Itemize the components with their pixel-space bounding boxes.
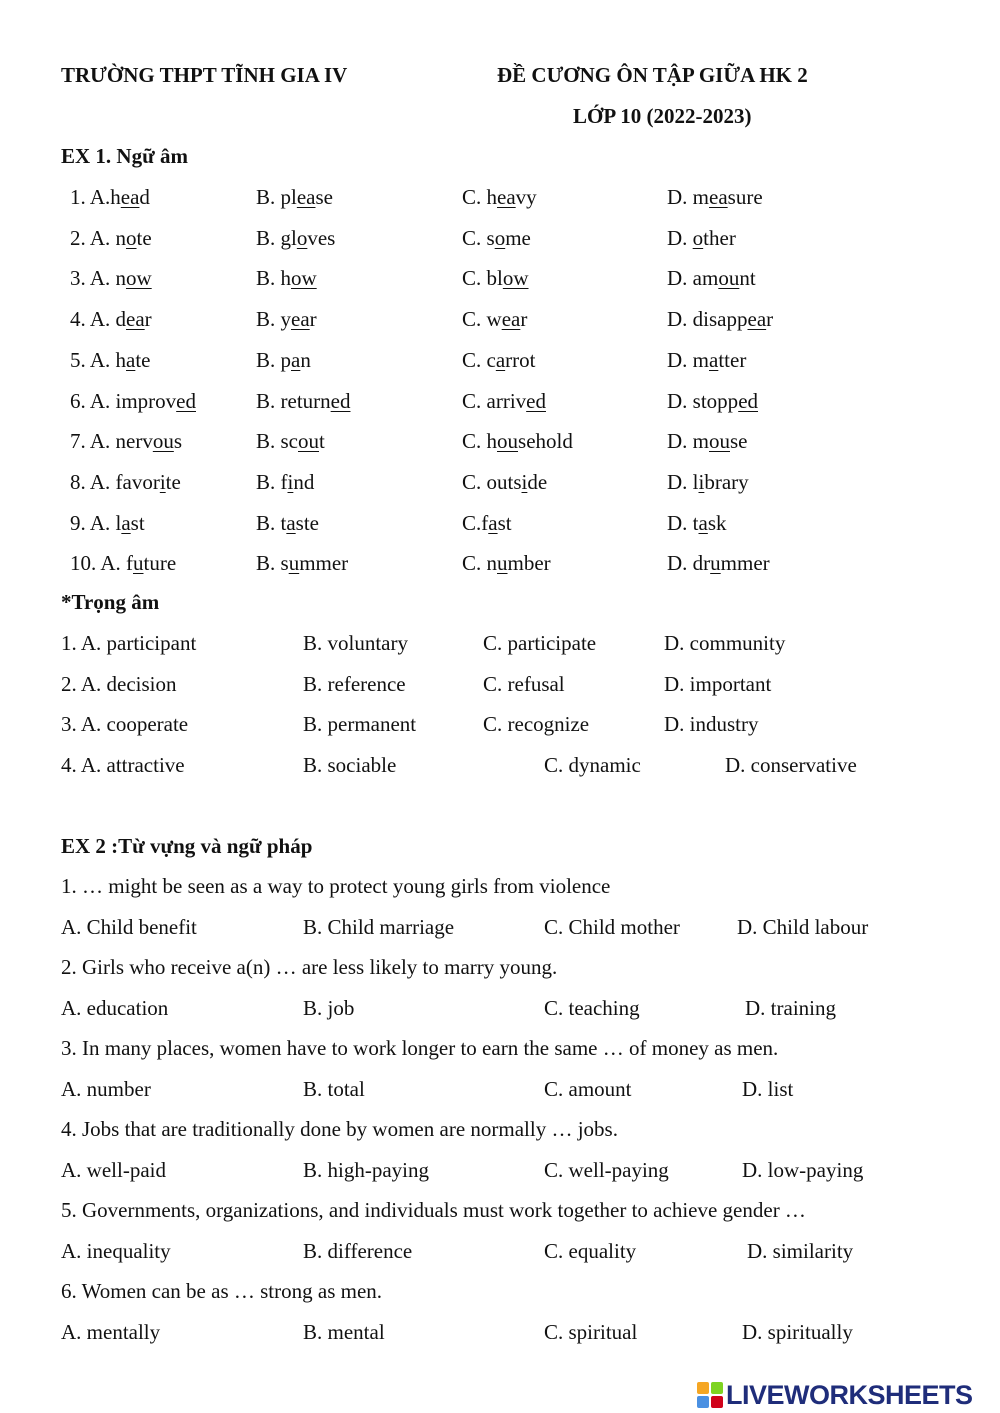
option-text: te bbox=[135, 348, 151, 372]
underlined-sound: ea bbox=[120, 185, 140, 209]
answer-option: B. mental bbox=[303, 1320, 385, 1344]
pronunciation-option bbox=[667, 268, 756, 289]
underlined-sound: a bbox=[286, 511, 296, 535]
liveworksheets-logo-text: LIVEWORKSHEETS bbox=[726, 1379, 973, 1410]
option-text: 9. A. l bbox=[70, 511, 122, 535]
pronunciation-option bbox=[256, 472, 314, 493]
option-text: B. h bbox=[256, 266, 292, 290]
pronunciation-option bbox=[667, 431, 748, 452]
option-text: D. t bbox=[667, 511, 699, 535]
answer-option: B. total bbox=[303, 1077, 365, 1101]
option-text: se bbox=[730, 429, 748, 453]
option-text: r bbox=[520, 307, 528, 331]
answer-option: A. mentally bbox=[61, 1320, 161, 1344]
stress-option: D. important bbox=[664, 672, 772, 696]
underlined-sound: ea bbox=[296, 185, 316, 209]
class-year: LỚP 10 (2022-2023) bbox=[573, 104, 752, 128]
answer-option: C. teaching bbox=[544, 996, 640, 1020]
answer-option: C. well-paying bbox=[544, 1158, 669, 1182]
underlined-sound: i bbox=[287, 470, 294, 494]
underlined-sound: a bbox=[709, 348, 719, 372]
school-name: TRƯỜNG THPT TĨNH GIA IV bbox=[61, 63, 348, 87]
answer-option: D. Child labour bbox=[737, 915, 869, 939]
option-text: brary bbox=[704, 470, 749, 494]
stress-option: B. permanent bbox=[303, 712, 417, 736]
pronunciation-option bbox=[462, 472, 547, 493]
logo-square bbox=[711, 1382, 723, 1394]
pronunciation-option bbox=[70, 350, 151, 371]
underlined-sound: u bbox=[133, 551, 144, 575]
underlined-sound: ea bbox=[709, 185, 728, 209]
option-text: mmer bbox=[720, 551, 770, 575]
pronunciation-option bbox=[462, 268, 529, 289]
option-text: r bbox=[309, 307, 317, 331]
underlined-sound: ou bbox=[497, 429, 519, 453]
pronunciation-option bbox=[462, 350, 535, 371]
answer-option: B. Child marriage bbox=[303, 915, 455, 939]
question-text: 3. In many places, women have to work longer to earn the same … of money as men. bbox=[61, 1036, 779, 1060]
stress-option: B. sociable bbox=[303, 753, 397, 777]
stress-option: B. reference bbox=[303, 672, 406, 696]
question-text: 2. Girls who receive a(n) … are less likely to marry young. bbox=[61, 955, 558, 979]
option-text: D. am bbox=[667, 266, 719, 290]
underlined-sound: a bbox=[126, 348, 136, 372]
option-text: se bbox=[315, 185, 333, 209]
ex2-title: EX 2 :Từ vựng và ngữ pháp bbox=[61, 834, 313, 858]
stress-option: C. recognize bbox=[483, 712, 590, 736]
pronunciation-option bbox=[256, 350, 311, 371]
option-text: 5. A. h bbox=[70, 348, 127, 372]
pronunciation-option bbox=[256, 309, 317, 330]
stress-option: 3. A. cooperate bbox=[61, 712, 189, 736]
option-text: d bbox=[139, 185, 150, 209]
option-text: nd bbox=[293, 470, 315, 494]
pronunciation-option bbox=[70, 391, 196, 412]
answer-option: A. inequality bbox=[61, 1239, 171, 1263]
pronunciation-option bbox=[70, 431, 182, 452]
option-text: sehold bbox=[518, 429, 573, 453]
option-text: B. sc bbox=[256, 429, 298, 453]
underlined-sound: ou bbox=[718, 266, 740, 290]
option-text: D. m bbox=[667, 348, 709, 372]
option-text: st bbox=[497, 511, 512, 535]
answer-option: D. spiritually bbox=[742, 1320, 853, 1344]
answer-option: C. spiritual bbox=[544, 1320, 638, 1344]
pronunciation-option bbox=[462, 228, 531, 249]
answer-option: D. list bbox=[742, 1077, 794, 1101]
option-text: sk bbox=[707, 511, 727, 535]
logo-square bbox=[711, 1396, 723, 1408]
stress-option: 4. A. attractive bbox=[61, 753, 185, 777]
pronunciation-option bbox=[70, 472, 181, 493]
option-text: C. c bbox=[462, 348, 496, 372]
option-text: B. pl bbox=[256, 185, 297, 209]
underlined-sound: ed bbox=[330, 389, 351, 413]
option-text: B. t bbox=[256, 511, 287, 535]
liveworksheets-watermark bbox=[697, 1380, 973, 1410]
underlined-sound: u bbox=[288, 551, 300, 575]
pronunciation-option bbox=[256, 553, 348, 574]
option-text: C. s bbox=[462, 226, 495, 250]
option-text: st bbox=[130, 511, 145, 535]
pronunciation-option bbox=[462, 391, 546, 412]
underlined-sound: a bbox=[495, 348, 506, 372]
liveworksheets-logo-icon bbox=[697, 1382, 723, 1408]
option-text: B. f bbox=[256, 470, 288, 494]
option-text: C. h bbox=[462, 429, 498, 453]
option-text: C. w bbox=[462, 307, 502, 331]
logo-square bbox=[697, 1396, 709, 1408]
option-text: C. n bbox=[462, 551, 498, 575]
pronunciation-option bbox=[256, 431, 325, 452]
logo-square bbox=[697, 1382, 709, 1394]
option-text: B. return bbox=[256, 389, 331, 413]
option-text: B. y bbox=[256, 307, 292, 331]
pronunciation-option bbox=[70, 513, 145, 534]
answer-option: A. education bbox=[61, 996, 169, 1020]
option-text: ste bbox=[295, 511, 319, 535]
option-text: mmer bbox=[299, 551, 349, 575]
option-text: D. stopp bbox=[667, 389, 739, 413]
option-text: D. bbox=[667, 226, 693, 250]
underlined-sound: u bbox=[710, 551, 721, 575]
option-text: B. s bbox=[256, 551, 289, 575]
option-text: C. arriv bbox=[462, 389, 527, 413]
answer-option: A. well-paid bbox=[61, 1158, 166, 1182]
underlined-sound: ou bbox=[152, 429, 174, 453]
pronunciation-option bbox=[256, 391, 350, 412]
underlined-sound: ed bbox=[176, 389, 196, 413]
question-text: 1. … might be seen as a way to protect young girls from violence bbox=[61, 874, 611, 898]
underlined-sound: ow bbox=[291, 266, 317, 290]
underlined-sound: o bbox=[296, 226, 308, 250]
underlined-sound: ed bbox=[738, 389, 759, 413]
answer-option: C. amount bbox=[544, 1077, 632, 1101]
stress-option: C. participate bbox=[483, 631, 597, 655]
pronunciation-option bbox=[70, 268, 152, 289]
stress-title: *Trọng âm bbox=[61, 590, 160, 614]
answer-option: A. number bbox=[61, 1077, 151, 1101]
pronunciation-option bbox=[667, 472, 749, 493]
stress-option: D. conservative bbox=[725, 753, 857, 777]
pronunciation-option bbox=[256, 513, 319, 534]
pronunciation-option bbox=[462, 553, 551, 574]
underlined-sound: i bbox=[521, 470, 528, 494]
option-text: D. dr bbox=[667, 551, 711, 575]
option-text: n bbox=[300, 348, 311, 372]
option-text: t bbox=[319, 429, 325, 453]
underlined-sound: ow bbox=[502, 266, 529, 290]
option-text: D. disapp bbox=[667, 307, 748, 331]
option-text: 3. A. n bbox=[70, 266, 127, 290]
pronunciation-option bbox=[667, 391, 758, 412]
option-text: 6. A. improv bbox=[70, 389, 177, 413]
underlined-sound: a bbox=[698, 511, 708, 535]
pronunciation-option bbox=[256, 187, 333, 208]
underlined-sound: ea bbox=[126, 307, 145, 331]
pronunciation-option bbox=[70, 309, 152, 330]
option-text: D. m bbox=[667, 185, 709, 209]
option-text: 2. A. n bbox=[70, 226, 127, 250]
stress-option: D. community bbox=[664, 631, 786, 655]
pronunciation-option bbox=[70, 553, 176, 574]
option-text: r bbox=[766, 307, 774, 331]
option-text: 1. A.h bbox=[70, 185, 121, 209]
option-text: mber bbox=[507, 551, 551, 575]
ex1-title: EX 1. Ngữ âm bbox=[61, 144, 188, 168]
answer-option: B. high-paying bbox=[303, 1158, 429, 1182]
option-text: D. l bbox=[667, 470, 699, 494]
answer-option: D. training bbox=[745, 996, 836, 1020]
question-text: 5. Governments, organizations, and individuals must work together to achieve gender … bbox=[61, 1198, 806, 1222]
answer-option: C. Child mother bbox=[544, 915, 680, 939]
pronunciation-option bbox=[667, 228, 736, 249]
option-text: tter bbox=[718, 348, 747, 372]
underlined-sound: ea bbox=[497, 185, 516, 209]
option-text: vy bbox=[515, 185, 537, 209]
answer-option: D. low-paying bbox=[742, 1158, 864, 1182]
option-text: ves bbox=[307, 226, 336, 250]
stress-option: D. industry bbox=[664, 712, 759, 736]
option-text: s bbox=[173, 429, 183, 453]
underlined-sound: u bbox=[497, 551, 508, 575]
pronunciation-option bbox=[462, 513, 512, 534]
stress-option: C. refusal bbox=[483, 672, 565, 696]
option-text: r bbox=[144, 307, 152, 331]
question-text: 4. Jobs that are traditionally done by women are normally … jobs. bbox=[61, 1117, 618, 1141]
option-text: C. h bbox=[462, 185, 498, 209]
pronunciation-option bbox=[462, 187, 537, 208]
pronunciation-option bbox=[256, 228, 335, 249]
option-text: 8. A. favor bbox=[70, 470, 160, 494]
underlined-sound: a bbox=[121, 511, 131, 535]
underlined-sound: ou bbox=[709, 429, 730, 453]
underlined-sound: o bbox=[126, 226, 137, 250]
answer-option: D. similarity bbox=[747, 1239, 854, 1263]
option-text: 10. A. f bbox=[70, 551, 133, 575]
underlined-sound: ed bbox=[526, 389, 546, 413]
option-text: C.f bbox=[462, 511, 489, 535]
answer-option: A. Child benefit bbox=[61, 915, 197, 939]
stress-option: B. voluntary bbox=[303, 631, 408, 655]
option-text: de bbox=[527, 470, 548, 494]
pronunciation-option bbox=[667, 309, 773, 330]
underlined-sound: o bbox=[494, 226, 506, 250]
answer-option: B. job bbox=[303, 996, 355, 1020]
underlined-sound: ou bbox=[298, 429, 319, 453]
underlined-sound: i bbox=[698, 470, 705, 494]
option-text: B. p bbox=[256, 348, 292, 372]
option-text: rrot bbox=[505, 348, 536, 372]
pronunciation-option bbox=[462, 309, 527, 330]
underlined-sound: ea bbox=[291, 307, 310, 331]
stress-option: 1. A. participant bbox=[61, 631, 197, 655]
question-text: 6. Women can be as … strong as men. bbox=[61, 1279, 383, 1303]
underlined-sound: ea bbox=[747, 307, 767, 331]
option-text: 7. A. nerv bbox=[70, 429, 153, 453]
document-title: ĐỀ CƯƠNG ÔN TẬP GIỮA HK 2 bbox=[497, 63, 808, 87]
option-text: sure bbox=[727, 185, 763, 209]
pronunciation-option bbox=[70, 228, 152, 249]
pronunciation-option bbox=[667, 350, 746, 371]
option-text: C. bl bbox=[462, 266, 503, 290]
option-text: te bbox=[165, 470, 181, 494]
pronunciation-option bbox=[667, 553, 770, 574]
option-text: D. m bbox=[667, 429, 709, 453]
underlined-sound: ow bbox=[126, 266, 152, 290]
underlined-sound: a bbox=[291, 348, 301, 372]
pronunciation-option bbox=[70, 187, 150, 208]
underlined-sound: i bbox=[159, 470, 166, 494]
underlined-sound: a bbox=[488, 511, 498, 535]
stress-option: C. dynamic bbox=[544, 753, 641, 777]
stress-option: 2. A. decision bbox=[61, 672, 177, 696]
pronunciation-option bbox=[462, 431, 573, 452]
option-text: C. outs bbox=[462, 470, 522, 494]
option-text: ture bbox=[143, 551, 177, 575]
option-text: B. gl bbox=[256, 226, 297, 250]
option-text: ther bbox=[703, 226, 736, 250]
pronunciation-option bbox=[667, 513, 727, 534]
underlined-sound: ea bbox=[501, 307, 521, 331]
pronunciation-option bbox=[667, 187, 763, 208]
pronunciation-option bbox=[256, 268, 317, 289]
option-text: te bbox=[136, 226, 152, 250]
answer-option: B. difference bbox=[303, 1239, 413, 1263]
option-text: 4. A. d bbox=[70, 307, 127, 331]
option-text: me bbox=[505, 226, 531, 250]
answer-option: C. equality bbox=[544, 1239, 637, 1263]
option-text: nt bbox=[739, 266, 756, 290]
underlined-sound: o bbox=[692, 226, 704, 250]
